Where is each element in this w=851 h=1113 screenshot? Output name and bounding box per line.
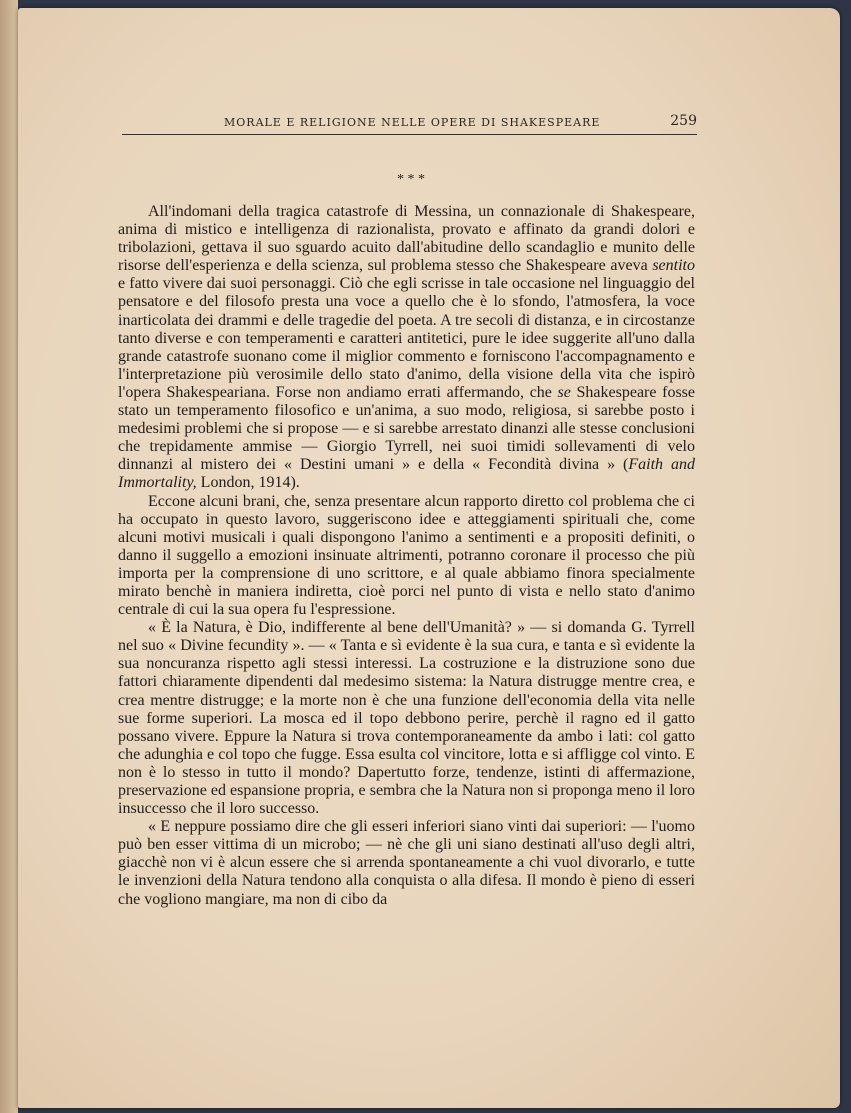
italic-text: Faith and Immortality, bbox=[118, 456, 695, 492]
paragraph-text: Shakespeare fosse stato un temperamento filosofico e un'anima, a suo modo, religiosa, si sarebbe posto i medesimi problemi che si propose — e si sarebbe arrestato dinanzi alle stesse conclusioni che trepidamente ammise — Giorgio Tyrrell, nei suoi timidi sollevamenti di velo dinnanzi al mistero dei « Destini umani » e della « Fecondità divina » ( bbox=[118, 383, 695, 474]
paragraph-text: e fatto vivere dai suoi personaggi. Ciò che egli scrisse in tale occasione nel linguaggio del pensatore e del filosofo presta una voce a quello che è lo sfondo, l'atmosfera, la voce inarticolata dei drammi e delle tragedie del poeta. A tre secoli di distanza, e in circostanze tanto diverse e con temperamenti e caratteri antitetici, pure le idee suggerite all'uno dalla grande catastrofe suonano come il miglior commento e forniscono l'accompagnamento e l'interpretazione più verosimile dello stato d'animo, della visione della vita che ispirò l'opera Shakespeariana. Forse non andiamo errati affermando, che bbox=[118, 275, 695, 401]
paragraph-text: All'indomani della tragica catastrofe di Messina, un connazionale di Shakespeare, anima di mistico e intelligenza di razionalista, provato e affinato da grandi dolori e tribolazioni, gettava il suo sguardo acuito dall'abitudine dello scandaglio e munito delle risorse dell'esperienza e della scienza, sul problema stesso che Shakespeare aveva bbox=[118, 203, 695, 275]
paragraph-text: « È la Natura, è Dio, indifferente al bene dell'Umanità? » — si domanda G. Tyrrell nel suo « Divine fecundity ». — « Tanta e sì evidente è la sua cura, e tanta e sì evidente la sua noncuranza rispetto agli stessi interessi. La costruzione e la distruzione sono due fattori chiaramente dipendenti dal medesimo sistema: la Natura distrugge mentre crea, e crea mentre distrugge; e la morte non è che una funzione dell'economia della vita nelle sue forme superiori. La mosca ed il topo debbono perire, perchè il ragno ed il gatto possano vivere. Eppure la Natura si trova contemporaneamente da ambo i lati: col gatto che adunghia e col topo che fugge. Essa esulta col vincitore, lotta e si affligge col vinto. E non è lo stesso in tutto il mondo? Dapertutto forze, tendenze, istinti di affermazione, preservazione ed espansione propria, e sembra che la Natura non si proponga meno il loro insuccesso che il loro successo. bbox=[118, 619, 695, 818]
book-binding-edge bbox=[0, 0, 18, 1113]
paragraph bbox=[118, 818, 695, 908]
paragraph-text: Eccone alcuni brani, che, senza presentare alcun rapporto diretto col problema che ci ha occupato in questo lavoro, suggeriscono idee e atteggiamenti spirituali che, come alcuni motivi musicali i quali dispongono l'animo a sentimenti e a propositi definiti, o danno il suggello a emozioni insinuate altrimenti, potranno coronare il processo che più importa per la comprensione di uno scrittore, e al quale abbiamo finora specialmente mirato benchè in maniera indiretta, cioè porci nel punto di vista e nello stato d'animo centrale di cui la sua opera fu l'espressione. bbox=[118, 492, 695, 619]
italic-text: se bbox=[557, 383, 571, 401]
page-number: 259 bbox=[670, 113, 697, 129]
section-break: * * * bbox=[397, 172, 425, 187]
running-header bbox=[122, 114, 697, 134]
running-title: MORALE E RELIGIONE NELLE OPERE DI SHAKESPEARE bbox=[224, 116, 601, 129]
body-text bbox=[118, 203, 695, 909]
paragraph bbox=[118, 493, 695, 620]
italic-text: sentito bbox=[652, 257, 695, 275]
paragraph-text: London, 1914). bbox=[196, 474, 300, 492]
paragraph bbox=[118, 619, 695, 818]
paragraph-text: « E neppure possiamo dire che gli esseri inferiori siano vinti dai superiori: — l'uomo può ben esser vittima di un microbo; — nè che gli uni siano destinati all'uso degli altri, giacchè non vi è alcun essere che si arrenda spontaneamente a chi vuol divorarlo, e tutte le invenzioni della Natura tendono alla conquista o alla difesa. Il mondo è pieno di esseri che vogliono mangiare, ma non di cibo da bbox=[118, 818, 695, 908]
header-rule bbox=[122, 134, 697, 135]
paragraph bbox=[118, 203, 695, 493]
